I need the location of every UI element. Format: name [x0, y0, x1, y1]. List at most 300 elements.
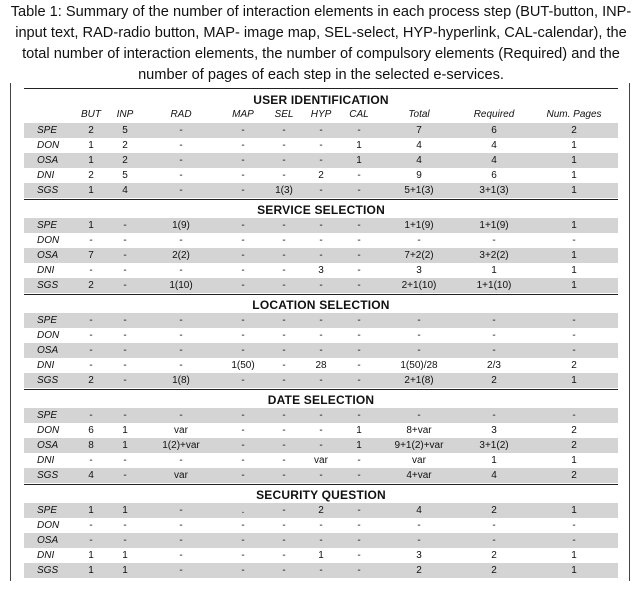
table-row: [24, 328, 618, 343]
table-cell: -: [241, 520, 245, 531]
table-cell: -: [123, 410, 127, 421]
table-cell: 3: [491, 425, 497, 436]
table-cell: -: [123, 280, 127, 291]
table-cell: 1: [122, 550, 128, 561]
table-cell: -: [241, 440, 245, 451]
table-cell: 4: [416, 155, 422, 166]
table-cell: 1: [571, 550, 577, 561]
table-cell: -: [179, 170, 183, 181]
table-cell: -: [89, 345, 93, 356]
table-cell: -: [357, 220, 361, 231]
table-row: [24, 548, 618, 563]
table-cell: -: [123, 520, 127, 531]
table-cell: -: [89, 535, 93, 546]
table-row: [24, 358, 618, 373]
table-cell: -: [492, 235, 496, 246]
table-row: [24, 438, 618, 453]
section-divider: [24, 199, 618, 200]
table-cell: -: [241, 140, 245, 151]
row-label: DNI: [37, 265, 55, 276]
row-label: OSA: [37, 155, 59, 166]
table-cell: -: [357, 170, 361, 181]
table-cell: 3+1(2): [479, 440, 509, 451]
table-row: [24, 168, 618, 183]
table-cell: 1: [122, 505, 128, 516]
table-cell: -: [123, 250, 127, 261]
table-cell: 2+1(8): [404, 375, 434, 386]
table-cell: 1: [491, 455, 497, 466]
table-row: [24, 313, 618, 328]
table-cell: 4: [416, 505, 422, 516]
table-cell: -: [179, 360, 183, 371]
table-cell: -: [319, 125, 323, 136]
table-cell: -: [319, 535, 323, 546]
table-cell: -: [282, 345, 286, 356]
table-cell: 2: [571, 470, 577, 481]
table-cell: -: [357, 125, 361, 136]
table-cell: -: [89, 315, 93, 326]
table-cell: 1: [122, 565, 128, 576]
table-cell: 7: [416, 125, 422, 136]
table-cell: -: [319, 425, 323, 436]
table-cell: -: [572, 535, 576, 546]
table-cell: 6: [491, 125, 497, 136]
table-cell: 1: [571, 220, 577, 231]
table-cell: 8+var: [406, 425, 432, 436]
table-cell: -: [417, 345, 421, 356]
table-cell: -: [241, 330, 245, 341]
row-label: SGS: [37, 375, 59, 386]
table-row: [24, 138, 618, 153]
table-cell: 1: [88, 505, 94, 516]
table-cell: 1: [88, 550, 94, 561]
table-cell: 9+1(2)+var: [394, 440, 444, 451]
table-cell: -: [123, 375, 127, 386]
table-cell: 1: [122, 425, 128, 436]
table-cell: var: [314, 455, 328, 466]
column-header: HYP: [310, 109, 332, 120]
table-cell: -: [492, 315, 496, 326]
table-cell: -: [241, 280, 245, 291]
table-cell: -: [179, 565, 183, 576]
table-row: [24, 468, 618, 483]
table-cell: 1: [356, 425, 362, 436]
table-cell: -: [123, 455, 127, 466]
table-cell: -: [417, 535, 421, 546]
table-cell: 2: [491, 375, 497, 386]
table-cell: 4: [491, 470, 497, 481]
table-cell: -: [241, 565, 245, 576]
table-row: [24, 453, 618, 468]
section-title: USER IDENTIFICATION: [253, 93, 389, 107]
table-cell: -: [241, 170, 245, 181]
table-cell: -: [282, 140, 286, 151]
table-cell: -: [282, 455, 286, 466]
table-cell: -: [123, 345, 127, 356]
table-cell: -: [241, 535, 245, 546]
table-cell: 1: [88, 220, 94, 231]
table-cell: 1: [571, 565, 577, 576]
table-cell: -: [179, 535, 183, 546]
section-title: LOCATION SELECTION: [252, 298, 390, 312]
table-cell: -: [417, 315, 421, 326]
table-cell: 2: [571, 360, 577, 371]
table-cell: 1+1(9): [479, 220, 509, 231]
table-cell: 1(3): [275, 185, 293, 196]
table-cell: -: [282, 425, 286, 436]
table-cell: -: [572, 315, 576, 326]
table-row: [24, 218, 618, 233]
table-cell: 3: [416, 550, 422, 561]
row-label: DNI: [37, 360, 55, 371]
table-cell: 2: [571, 125, 577, 136]
table-cell: -: [123, 330, 127, 341]
table-cell: -: [357, 505, 361, 516]
table-cell: -: [319, 315, 323, 326]
table-cell: -: [282, 535, 286, 546]
table-cell: -: [319, 155, 323, 166]
table-cell: 4: [88, 470, 94, 481]
table-cell: -: [319, 375, 323, 386]
table-cell: -: [319, 440, 323, 451]
table-cell: -: [241, 125, 245, 136]
row-label: SPE: [37, 315, 58, 326]
table-cell: 3: [416, 265, 422, 276]
column-header: Required: [473, 109, 515, 120]
table-cell: 4: [491, 155, 497, 166]
table-row: [24, 503, 618, 518]
table-cell: var: [174, 470, 188, 481]
row-label: SGS: [37, 470, 59, 481]
table-cell: -: [282, 520, 286, 531]
table-row: [24, 123, 618, 138]
table-cell: -: [179, 345, 183, 356]
table-row: [24, 408, 618, 423]
table-caption: Table 1: Summary of the number of interaction elements in each process step (BUT-button, INP-input text, RAD-radio button, MAP- image map, SEL-select, HYP-hyperlink, CAL-calendar), the total number of interaction elements, the number of compulsory elements (Required) and the number of pages of each step in the selected e-services.: [10, 4, 632, 83]
table-cell: -: [89, 520, 93, 531]
row-label: DON: [37, 425, 60, 436]
table-cell: 7: [88, 250, 94, 261]
table-cell: 4+var: [406, 470, 432, 481]
table-cell: -: [282, 330, 286, 341]
table-cell: 2: [318, 170, 324, 181]
table-cell: 1: [571, 250, 577, 261]
table-cell: -: [357, 535, 361, 546]
table-cell: -: [123, 470, 127, 481]
table-cell: 1: [571, 280, 577, 291]
table-cell: 1: [571, 155, 577, 166]
row-label: DON: [37, 140, 60, 151]
table-cell: -: [319, 250, 323, 261]
table-cell: -: [282, 440, 286, 451]
table-cell: var: [174, 425, 188, 436]
table-cell: -: [319, 470, 323, 481]
column-header: INP: [116, 109, 134, 120]
row-label: DNI: [37, 455, 55, 466]
table-cell: -: [282, 155, 286, 166]
table-cell: 1: [122, 440, 128, 451]
table-cell: -: [241, 375, 245, 386]
table-cell: -: [241, 235, 245, 246]
table-cell: -: [179, 410, 183, 421]
table-cell: 1: [88, 185, 94, 196]
table-cell: -: [179, 455, 183, 466]
table-cell: 1(9): [172, 220, 190, 231]
table-cell: 3+2(2): [479, 250, 509, 261]
row-label: SGS: [37, 565, 59, 576]
row-label: OSA: [37, 440, 59, 451]
table-cell: -: [319, 345, 323, 356]
table-cell: -: [89, 235, 93, 246]
table-cell: -: [123, 220, 127, 231]
table-cell: 4: [122, 185, 128, 196]
table-cell: 5: [122, 125, 128, 136]
table-cell: -: [179, 140, 183, 151]
table-cell: 2: [571, 440, 577, 451]
table-row: [24, 153, 618, 168]
table-cell: 1: [88, 140, 94, 151]
table-cell: -: [89, 410, 93, 421]
table-cell: -: [357, 360, 361, 371]
table-cell: -: [89, 455, 93, 466]
table-cell: 1: [88, 565, 94, 576]
table-cell: 1: [491, 265, 497, 276]
column-header: CAL: [349, 109, 369, 120]
table-cell: 4: [491, 140, 497, 151]
table-cell: -: [572, 410, 576, 421]
table-cell: -: [319, 185, 323, 196]
table-cell: -: [123, 265, 127, 276]
table-cell: 1(50): [231, 360, 255, 371]
table-cell: -: [282, 125, 286, 136]
table-row: [24, 373, 618, 388]
table-cell: -: [319, 410, 323, 421]
row-label: SPE: [37, 220, 58, 231]
table-row: [24, 183, 618, 198]
table-cell: -: [492, 330, 496, 341]
column-header: BUT: [81, 109, 101, 120]
table-cell: -: [417, 330, 421, 341]
table-cell: 1: [356, 440, 362, 451]
table-cell: -: [89, 265, 93, 276]
table-cell: var: [412, 455, 426, 466]
table-cell: -: [282, 250, 286, 261]
table-cell: .: [241, 505, 245, 516]
table-cell: -: [179, 155, 183, 166]
table-cell: -: [282, 265, 286, 276]
section-divider: [24, 389, 618, 390]
table-row: [24, 248, 618, 263]
table-cell: -: [179, 185, 183, 196]
table-cell: -: [572, 520, 576, 531]
table-cell: 1: [318, 550, 324, 561]
table-cell: -: [572, 345, 576, 356]
row-label: SPE: [37, 505, 58, 516]
table-cell: 2(2): [172, 250, 190, 261]
table-cell: -: [179, 550, 183, 561]
table-cell: -: [123, 360, 127, 371]
table-row: [24, 423, 618, 438]
table-row: [24, 233, 618, 248]
table-cell: -: [492, 345, 496, 356]
table-cell: -: [123, 235, 127, 246]
table-cell: 1(50)/28: [400, 360, 438, 371]
table-cell: 2: [122, 140, 128, 151]
table-cell: -: [319, 520, 323, 531]
table-cell: 2: [88, 375, 94, 386]
table-cell: -: [282, 280, 286, 291]
table-cell: -: [319, 140, 323, 151]
table-cell: 1: [571, 140, 577, 151]
table-cell: -: [417, 410, 421, 421]
table-cell: -: [319, 220, 323, 231]
table-cell: -: [572, 330, 576, 341]
table-cell: 9: [416, 170, 422, 181]
table-cell: -: [241, 315, 245, 326]
table-cell: -: [123, 315, 127, 326]
table-cell: 2+1(10): [401, 280, 437, 291]
table-cell: -: [241, 470, 245, 481]
column-header: Total: [408, 109, 430, 120]
table-cell: -: [357, 410, 361, 421]
table-cell: 2: [122, 155, 128, 166]
table-cell: -: [179, 235, 183, 246]
row-label: DNI: [37, 550, 55, 561]
table-cell: 2: [491, 505, 497, 516]
row-label: DON: [37, 235, 60, 246]
section-title: SERVICE SELECTION: [257, 203, 385, 217]
row-label: SGS: [37, 185, 59, 196]
table-cell: -: [417, 520, 421, 531]
column-header: Num. Pages: [546, 109, 602, 120]
table-cell: -: [319, 565, 323, 576]
table-cell: -: [492, 520, 496, 531]
table-cell: -: [123, 535, 127, 546]
table-cell: -: [241, 455, 245, 466]
table-cell: 2: [571, 425, 577, 436]
table-cell: 2: [318, 505, 324, 516]
table-cell: -: [241, 345, 245, 356]
table-cell: -: [282, 235, 286, 246]
table-cell: -: [357, 565, 361, 576]
table-cell: -: [179, 315, 183, 326]
table-cell: 1: [571, 170, 577, 181]
table-row: [24, 278, 618, 293]
table-cell: 1: [571, 455, 577, 466]
table-cell: -: [572, 235, 576, 246]
table-row: [24, 563, 618, 578]
table-cell: 2: [491, 550, 497, 561]
section-title: DATE SELECTION: [267, 393, 375, 407]
row-label: OSA: [37, 535, 59, 546]
table-cell: 1: [88, 155, 94, 166]
table-cell: -: [357, 315, 361, 326]
table-cell: 5: [122, 170, 128, 181]
table-cell: 1: [571, 265, 577, 276]
table-cell: 1: [571, 505, 577, 516]
table-cell: -: [319, 330, 323, 341]
table-cell: 8: [88, 440, 94, 451]
table-cell: -: [357, 375, 361, 386]
table-cell: 1(10): [169, 280, 193, 291]
section-divider: [24, 484, 618, 485]
table-row: [24, 343, 618, 358]
table-cell: 7+2(2): [404, 250, 434, 261]
table-cell: -: [357, 265, 361, 276]
table-cell: -: [357, 550, 361, 561]
table-cell: -: [357, 455, 361, 466]
section-title: SECURITY QUESTION: [256, 488, 386, 502]
table-cell: 3+1(3): [479, 185, 509, 196]
section-divider: [24, 294, 618, 295]
row-label: OSA: [37, 345, 59, 356]
table-cell: -: [179, 265, 183, 276]
table-cell: 6: [88, 425, 94, 436]
table-cell: 2: [491, 565, 497, 576]
table-cell: -: [357, 470, 361, 481]
table-cell: -: [282, 470, 286, 481]
table-cell: -: [282, 550, 286, 561]
row-label: DON: [37, 330, 60, 341]
row-label: DNI: [37, 170, 55, 181]
table-cell: 1+1(9): [404, 220, 434, 231]
table-cell: -: [282, 410, 286, 421]
table-cell: -: [319, 235, 323, 246]
table-cell: -: [357, 345, 361, 356]
table-cell: -: [179, 520, 183, 531]
table-cell: -: [282, 565, 286, 576]
table-cell: 2: [88, 170, 94, 181]
table-cell: -: [282, 220, 286, 231]
table-cell: -: [357, 280, 361, 291]
row-label: SGS: [37, 280, 59, 291]
table-cell: -: [241, 550, 245, 561]
table-cell: -: [241, 155, 245, 166]
table-cell: -: [282, 505, 286, 516]
column-header: SEL: [274, 109, 294, 120]
table-cell: 1: [356, 140, 362, 151]
table-cell: -: [282, 315, 286, 326]
table-cell: -: [282, 375, 286, 386]
table-cell: 1+1(10): [476, 280, 512, 291]
table-cell: 2: [88, 280, 94, 291]
row-label: SPE: [37, 125, 58, 136]
table-cell: -: [319, 280, 323, 291]
table-cell: 3: [318, 265, 324, 276]
row-label: SPE: [37, 410, 58, 421]
table-cell: 1: [356, 155, 362, 166]
table-cell: -: [241, 425, 245, 436]
table-cell: -: [89, 330, 93, 341]
table-cell: -: [282, 360, 286, 371]
table-top-rule: [24, 88, 618, 89]
table-cell: -: [241, 220, 245, 231]
table-cell: 1: [571, 375, 577, 386]
table-cell: 4: [416, 140, 422, 151]
table-cell: -: [89, 360, 93, 371]
table-cell: -: [241, 410, 245, 421]
table-cell: -: [241, 265, 245, 276]
table-row: [24, 263, 618, 278]
column-header: MAP: [232, 109, 254, 120]
table-cell: 1(8): [172, 375, 190, 386]
table-cell: -: [179, 330, 183, 341]
column-header: RAD: [170, 109, 192, 120]
table-cell: 2/3: [487, 360, 501, 371]
table-cell: -: [357, 185, 361, 196]
table-cell: 28: [315, 360, 327, 371]
table-cell: -: [492, 410, 496, 421]
